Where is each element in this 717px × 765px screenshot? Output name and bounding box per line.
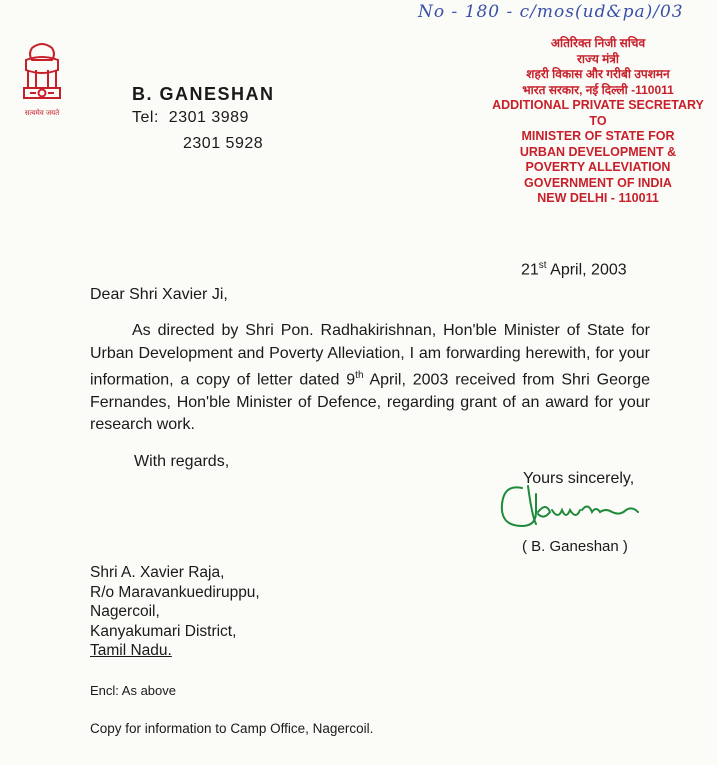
date-suffix: st <box>538 260 547 271</box>
date-rest: April, 2003 <box>546 261 627 279</box>
hindi-line: भारत सरकार, नई दिल्ली -110011 <box>522 82 674 97</box>
address-line: Nagercoil, <box>90 603 160 620</box>
english-line: GOVERNMENT OF INDIA <box>524 175 672 190</box>
hindi-line: अतिरिक्त निजी सचिव <box>550 36 646 50</box>
letter-date <box>521 260 627 279</box>
telephone-line-1 <box>132 109 249 127</box>
handwritten-reference-number: No - 180 - c/mos(ud&pa)/03 <box>418 2 684 22</box>
english-line: MINISTER OF STATE FOR <box>521 129 675 143</box>
tel-number-2: 2301 5928 <box>183 135 264 152</box>
body-part-2: April, 2003 received from Shri George Fernandes, Hon'ble Minister of Defence, regarding grant of an award for your research work. <box>90 371 651 434</box>
english-line: NEW DELHI - 110011 <box>537 191 659 205</box>
english-line: TO <box>589 113 607 128</box>
recipient-address <box>90 563 260 661</box>
signature-icon <box>498 476 668 546</box>
address-line: R/o Maravankuediruppu, <box>90 583 260 601</box>
office-designation <box>480 36 716 207</box>
ashoka-emblem-icon <box>14 40 70 124</box>
emblem-motto: सत्यमेव जयते <box>24 109 60 117</box>
body-part-1: As directed by Shri Pon. Radhakirishnan, Hon'ble Minister of State for Urban Development and Poverty Alleviation, I am forwarding herewith, for your information, a copy of letter dated 9 <box>90 322 650 389</box>
regards: With regards, <box>134 453 230 470</box>
tel-number-1: 2301 3989 <box>168 109 249 126</box>
enclosure-note: Encl: As above <box>90 683 176 698</box>
english-line: POVERTY ALLEVIATION <box>525 160 671 174</box>
salutation: Dear Shri Xavier Ji, <box>90 286 228 303</box>
letter-body <box>90 320 650 437</box>
address-line: Tamil Nadu. <box>90 642 172 659</box>
english-line: URBAN DEVELOPMENT & <box>519 144 677 159</box>
copy-note: Copy for information to Camp Office, Nagercoil. <box>90 721 374 736</box>
closing: Yours sincerely, <box>523 470 635 487</box>
english-line: ADDITIONAL PRIVATE SECRETARY <box>492 98 704 112</box>
tel-label: Tel: <box>132 109 159 126</box>
sender-name: B. GANESHAN <box>132 84 275 104</box>
date-day: 21 <box>521 261 539 279</box>
address-line: Shri A. Xavier Raja, <box>90 564 225 581</box>
signatory-name: ( B. Ganeshan ) <box>522 538 628 555</box>
body-sup: th <box>355 370 364 381</box>
hindi-line: शहरी विकास और गरीबी उपशमन <box>526 67 670 81</box>
address-line: Kanyakumari District, <box>90 622 237 640</box>
hindi-line: राज्य मंत्री <box>576 51 620 66</box>
